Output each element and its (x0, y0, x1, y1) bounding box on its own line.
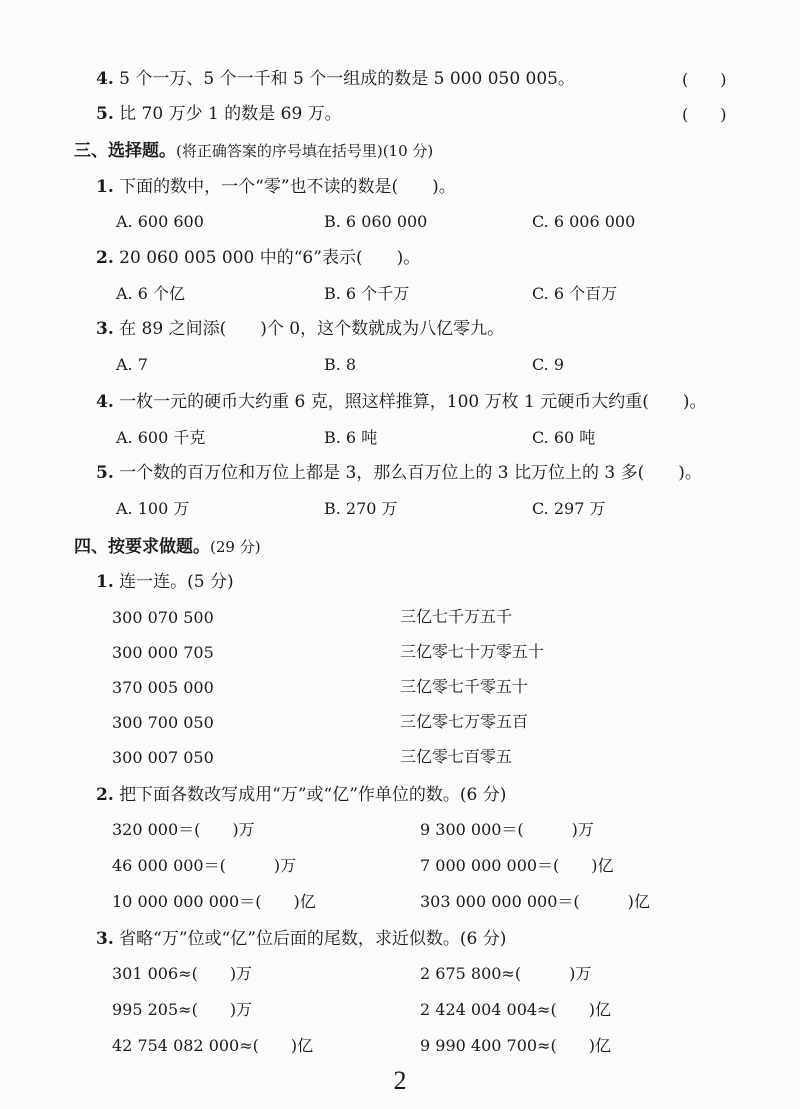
match-right-item[interactable]: 三亿零七千零五十 (400, 677, 529, 696)
question-text: 在 89 之间添( )个 0，这个数就成为八亿零九。 (119, 319, 505, 339)
judge-item-5 (96, 106, 342, 123)
choice-question-1 (96, 179, 456, 196)
question-text: 一个数的百万位和万位上都是 3，那么百万位上的 3 比万位上的 3 多( )。 (119, 463, 702, 483)
rewrite-exercise[interactable]: 303 000 000 000＝( )亿 (420, 892, 650, 911)
choice-question-5 (96, 465, 702, 482)
match-right-item[interactable]: 三亿七千万五千 (400, 607, 513, 626)
task-text: 省略“万”位或“亿”位后面的尾数，求近似数。(6 分) (119, 929, 507, 949)
answer-blank[interactable]: ( ) (682, 105, 727, 124)
task-number: 1. (96, 572, 114, 592)
section-note: (29 分) (210, 538, 261, 556)
approx-exercise[interactable]: 995 205≈( )万 (112, 1000, 253, 1019)
task-1-heading (96, 574, 234, 591)
question-text: 一枚一元的硬币大约重 6 克，照这样推算，100 万枚 1 元硬币大约重( )。 (119, 392, 707, 412)
match-right-item[interactable]: 三亿零七万零五百 (400, 712, 529, 731)
item-number: 5. (96, 104, 114, 124)
answer-blank[interactable]: ( ) (682, 70, 727, 89)
option-c[interactable]: C. 297 万 (532, 499, 606, 518)
match-left-item[interactable]: 300 000 705 (112, 643, 214, 662)
option-a[interactable]: A. 600 600 (116, 212, 204, 231)
match-left-item[interactable]: 300 070 500 (112, 608, 214, 627)
match-left-item[interactable]: 300 700 050 (112, 713, 214, 732)
item-number: 4. (96, 69, 114, 89)
task-text: 连一连。(5 分) (119, 572, 234, 592)
task-number: 2. (96, 785, 114, 805)
choice-question-2 (96, 250, 420, 267)
choice-question-3 (96, 321, 504, 338)
item-text: 5 个一万、5 个一千和 5 个一组成的数是 5 000 050 005。 (119, 69, 575, 89)
question-number: 4. (96, 392, 114, 412)
match-left-item[interactable]: 370 005 000 (112, 678, 214, 697)
rewrite-exercise[interactable]: 46 000 000＝( )万 (112, 856, 297, 875)
question-number: 5. (96, 463, 114, 483)
approx-exercise[interactable]: 2 675 800≈( )万 (420, 964, 592, 983)
option-b[interactable]: B. 6 个千万 (324, 284, 410, 303)
section-heading-tasks (74, 539, 261, 556)
task-2-heading (96, 787, 506, 804)
question-text: 20 060 005 000 中的“6”表示( )。 (119, 248, 421, 268)
question-number: 1. (96, 177, 114, 197)
match-right-item[interactable]: 三亿零七百零五 (400, 747, 513, 766)
approx-exercise[interactable]: 2 424 004 004≈( )亿 (420, 1000, 611, 1019)
option-a[interactable]: A. 100 万 (116, 499, 190, 518)
rewrite-exercise[interactable]: 7 000 000 000＝( )亿 (420, 856, 614, 875)
option-b[interactable]: B. 270 万 (324, 499, 398, 518)
task-3-heading (96, 931, 506, 948)
approx-exercise[interactable]: 301 006≈( )万 (112, 964, 253, 983)
question-text: 下面的数中，一个“零”也不读的数是( )。 (119, 177, 456, 197)
page-number: 2 (393, 1066, 407, 1095)
option-c[interactable]: C. 9 (532, 355, 565, 374)
option-c[interactable]: C. 6 个百万 (532, 284, 618, 303)
rewrite-exercise[interactable]: 10 000 000 000＝( )亿 (112, 892, 316, 911)
section-note: (将正确答案的序号填在括号里)(10 分) (176, 142, 434, 160)
option-a[interactable]: A. 7 (116, 355, 148, 374)
rewrite-exercise[interactable]: 9 300 000＝( )万 (420, 820, 594, 839)
approx-exercise[interactable]: 42 754 082 000≈( )亿 (112, 1036, 314, 1055)
section-heading-choice (74, 143, 433, 160)
question-number: 2. (96, 248, 114, 268)
choice-question-4 (96, 394, 707, 411)
task-text: 把下面各数改写成用“万”或“亿”作单位的数。(6 分) (119, 785, 507, 805)
option-b[interactable]: B. 8 (324, 355, 357, 374)
section-title: 三、选择题。 (74, 141, 176, 161)
rewrite-exercise[interactable]: 320 000＝( )万 (112, 820, 255, 839)
judge-item-4 (96, 71, 575, 88)
approx-exercise[interactable]: 9 990 400 700≈( )亿 (420, 1036, 611, 1055)
option-b[interactable]: B. 6 060 000 (324, 212, 428, 231)
question-number: 3. (96, 319, 114, 339)
section-title: 四、按要求做题。 (74, 537, 210, 557)
match-left-item[interactable]: 300 007 050 (112, 748, 214, 767)
option-a[interactable]: A. 6 个亿 (116, 284, 185, 303)
option-a[interactable]: A. 600 千克 (116, 428, 206, 447)
task-number: 3. (96, 929, 114, 949)
option-c[interactable]: C. 6 006 000 (532, 212, 636, 231)
option-c[interactable]: C. 60 吨 (532, 428, 596, 447)
item-text: 比 70 万少 1 的数是 69 万。 (119, 104, 342, 124)
option-b[interactable]: B. 6 吨 (324, 428, 378, 447)
match-right-item[interactable]: 三亿零七十万零五十 (400, 642, 545, 661)
